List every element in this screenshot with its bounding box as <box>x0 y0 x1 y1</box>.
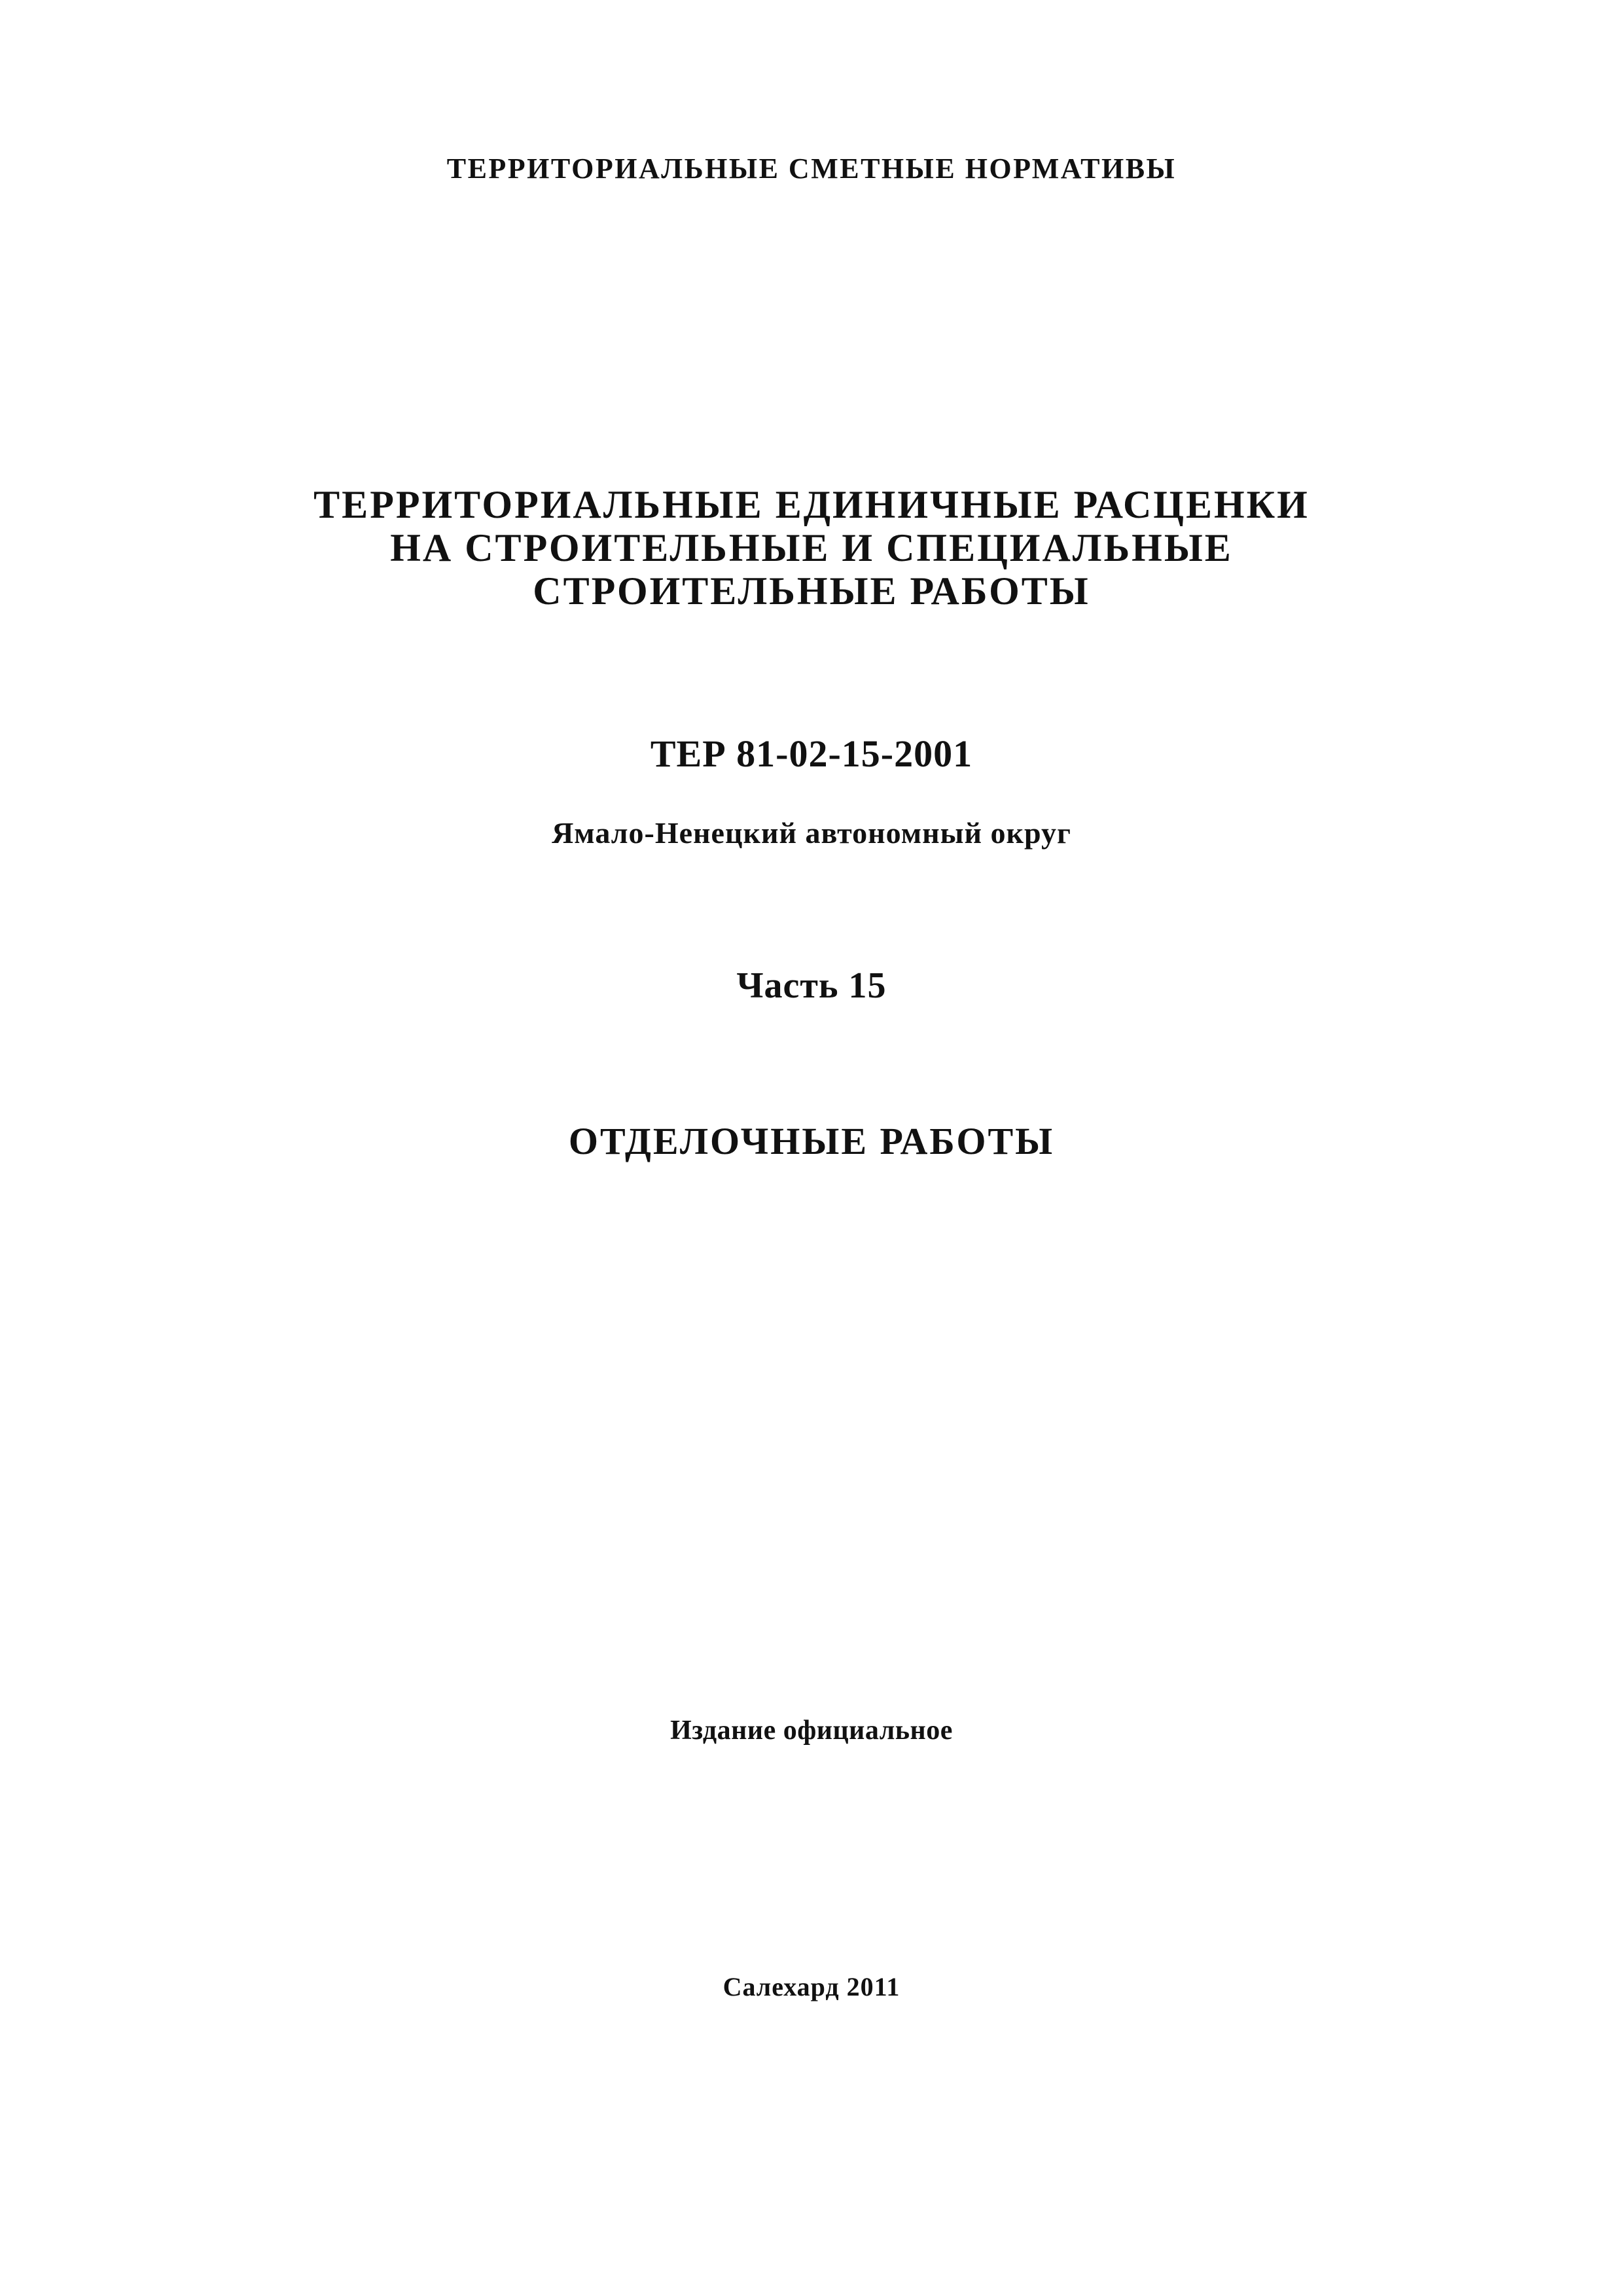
title-line-1: ТЕРРИТОРИАЛЬНЫЕ ЕДИНИЧНЫЕ РАСЦЕНКИ <box>313 483 1310 526</box>
part-number: Часть 15 <box>736 965 887 1006</box>
document-code: ТЕР 81-02-15-2001 <box>650 732 973 775</box>
title-line-3: СТРОИТЕЛЬНЫЕ РАБОТЫ <box>533 569 1090 613</box>
section-title: ОТДЕЛОЧНЫЕ РАБОТЫ <box>568 1120 1055 1162</box>
series-heading: ТЕРРИТОРИАЛЬНЫЕ СМЕТНЫЕ НОРМАТИВЫ <box>446 152 1177 185</box>
place-and-year: Салехард 2011 <box>722 1972 901 2001</box>
region-name: Ямало-Ненецкий автономный округ <box>552 816 1071 850</box>
edition-note: Издание официальное <box>670 1715 953 1746</box>
document-title <box>0 483 1623 613</box>
title-line-2: НА СТРОИТЕЛЬНЫЕ И СПЕЦИАЛЬНЫЕ <box>390 526 1233 569</box>
